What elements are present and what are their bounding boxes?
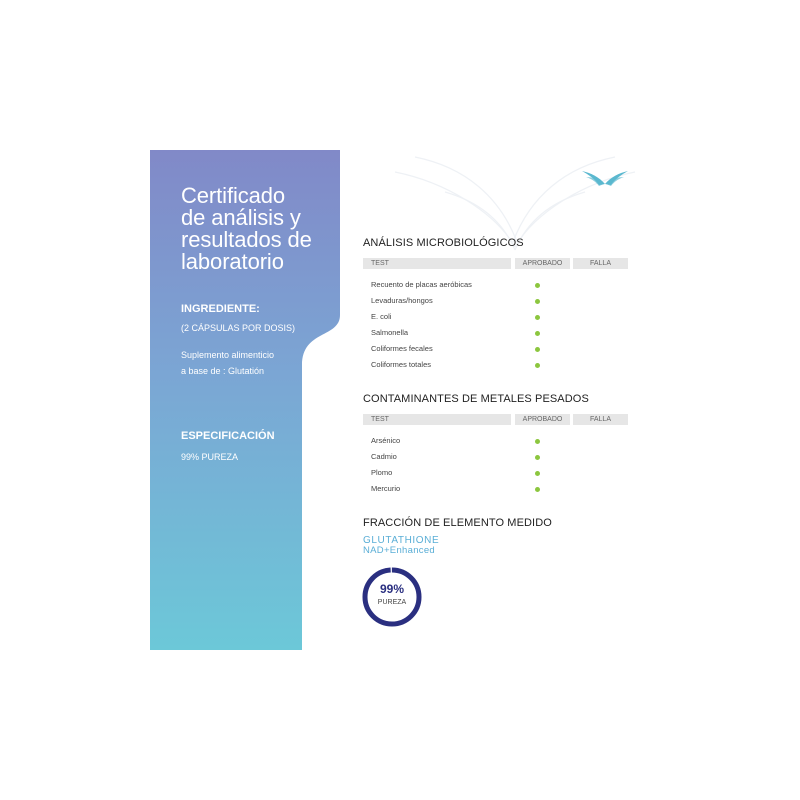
approved-dot-icon <box>535 471 540 476</box>
purity-percent: 99% <box>379 582 405 596</box>
title-line: de análisis y <box>181 205 301 230</box>
header-fail: FALLA <box>573 414 628 425</box>
header-test: TEST <box>363 258 511 269</box>
header-fail: FALLA <box>573 258 628 269</box>
metals-table-header <box>363 414 628 425</box>
ring-progress <box>365 570 419 624</box>
table-row <box>371 328 571 340</box>
header-test: TEST <box>363 414 511 425</box>
ingredient-label: INGREDIENTE: <box>181 303 260 315</box>
approved-dot-icon <box>535 439 540 444</box>
ingredient-dose: (2 CÁPSULAS POR DOSIS) <box>181 323 296 333</box>
approved-dot-icon <box>535 487 540 492</box>
test-name: Mercurio <box>371 484 401 493</box>
approved-dot-icon <box>535 363 540 368</box>
approved-dot-icon <box>535 315 540 320</box>
test-name: Coliformes totales <box>371 360 432 369</box>
table-row <box>371 452 571 464</box>
brand-subtitle: NAD+Enhanced <box>363 545 435 556</box>
purity-caption: PUREZA <box>377 599 407 606</box>
test-name: Recuento de placas aeróbicas <box>371 280 472 289</box>
approved-dot-icon <box>535 299 540 304</box>
micro-section-title: ANÁLISIS MICROBIOLÓGICOS <box>363 237 524 249</box>
table-row <box>371 296 571 308</box>
specification-label: ESPECIFICACIÓN <box>181 430 275 442</box>
metals-section-title: CONTAMINANTES DE METALES PESADOS <box>363 393 589 405</box>
test-name: Coliformes fecales <box>371 344 433 353</box>
table-row <box>371 484 571 496</box>
test-name: Salmonella <box>371 328 409 337</box>
title-line: laboratorio <box>181 249 284 274</box>
approved-dot-icon <box>535 347 540 352</box>
test-name: E. coli <box>371 312 392 321</box>
table-row <box>371 280 571 292</box>
test-name: Cadmio <box>371 452 397 461</box>
purity-gauge <box>361 566 423 628</box>
supplement-line: a base de : Glutatión <box>181 366 265 376</box>
wings-icon <box>582 168 628 186</box>
test-name: Arsénico <box>371 436 401 445</box>
table-row <box>371 468 571 480</box>
certificate-title <box>181 185 331 273</box>
title-line: resultados de <box>181 227 312 252</box>
specification-value: 99% PUREZA <box>181 452 239 462</box>
brand-name: GLUTATHIONE <box>363 535 440 546</box>
table-row <box>371 436 571 448</box>
table-row <box>371 312 571 324</box>
approved-dot-icon <box>535 283 540 288</box>
table-row <box>371 360 571 372</box>
supplement-description <box>181 347 331 379</box>
purity-ring <box>361 566 423 628</box>
test-name: Levaduras/hongos <box>371 296 433 305</box>
supplement-line: Suplemento alimenticio <box>181 350 275 360</box>
table-row <box>371 344 571 356</box>
title-line: Certificado <box>181 183 286 208</box>
approved-dot-icon <box>535 455 540 460</box>
test-name: Plomo <box>371 468 393 477</box>
approved-dot-icon <box>535 331 540 336</box>
header-approved: APROBADO <box>515 258 570 269</box>
micro-table-header <box>363 258 628 269</box>
header-approved: APROBADO <box>515 414 570 425</box>
certificate-panel <box>150 150 340 650</box>
fraction-section-title: FRACCIÓN DE ELEMENTO MEDIDO <box>363 517 552 529</box>
